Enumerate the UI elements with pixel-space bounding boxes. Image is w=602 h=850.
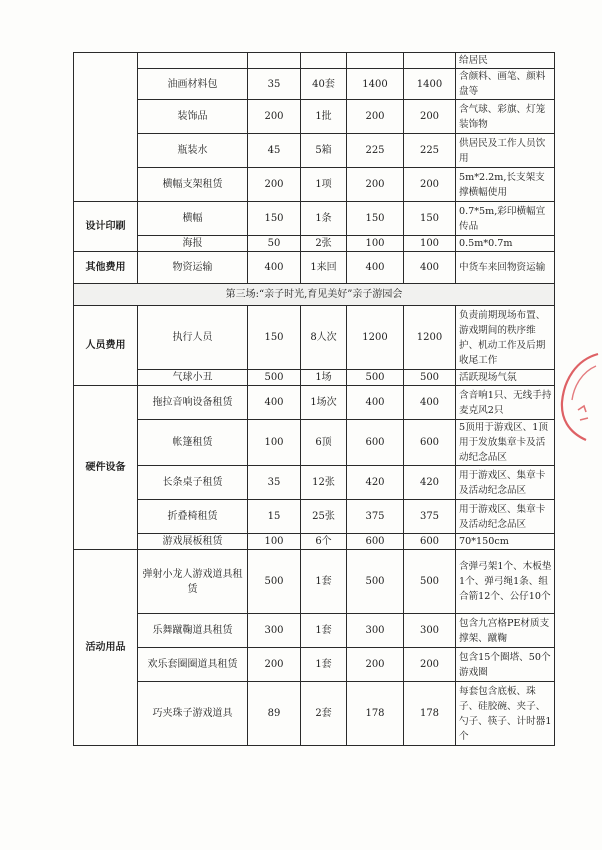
remark-cell: 负责前期现场布置、游戏期间的秩序维护、机动工作及后期收尾工作: [456, 306, 555, 370]
remark-cell: 70*150cm: [456, 534, 555, 550]
item-name-cell: 游戏展板租赁: [138, 534, 248, 550]
actual-amount-cell: 225: [404, 134, 456, 168]
table-row: [74, 420, 555, 466]
budget-amount-cell: 420: [347, 466, 404, 500]
category-cell: 人员费用: [74, 306, 138, 386]
quantity-cell: 1套: [301, 550, 347, 614]
unit-price-cell: 400: [248, 386, 301, 420]
item-name-cell: 弹射小龙人游戏道具租赁: [138, 550, 248, 614]
unit-price-cell: 200: [248, 168, 301, 202]
quantity-cell: 1条: [301, 202, 347, 236]
actual-amount-cell: 375: [404, 500, 456, 534]
item-name-cell: 油画材料包: [138, 69, 248, 100]
category-cell: 其他费用: [74, 252, 138, 284]
remark-cell: 用于游戏区、集章卡及活动纪念品区: [456, 466, 555, 500]
remark-cell: 0.7*5m,彩印横幅宣传品: [456, 202, 555, 236]
budget-table: [73, 52, 555, 746]
table-row: [74, 252, 555, 284]
unit-price-cell: 15: [248, 500, 301, 534]
category-cell: 活动用品: [74, 550, 138, 746]
table-row: [74, 168, 555, 202]
table-row: [74, 370, 555, 386]
unit-price-cell: 35: [248, 69, 301, 100]
budget-amount-cell: 600: [347, 534, 404, 550]
item-name-cell: 折叠椅租赁: [138, 500, 248, 534]
unit-price-cell: 89: [248, 682, 301, 746]
unit-price-cell: 500: [248, 370, 301, 386]
table-row: [74, 466, 555, 500]
quantity-cell: 40套: [301, 69, 347, 100]
budget-amount-cell: 200: [347, 648, 404, 682]
item-name-cell: 巧夹珠子游戏道具: [138, 682, 248, 746]
table-row: [74, 500, 555, 534]
quantity-cell: 6个: [301, 534, 347, 550]
remark-cell: 含音响1只、无线手持麦克风2只: [456, 386, 555, 420]
remark-cell: 用于游戏区、集章卡及活动纪念品区: [456, 500, 555, 534]
actual-amount-cell: 600: [404, 420, 456, 466]
table-row: [74, 69, 555, 100]
remark-cell: 供居民及工作人员饮用: [456, 134, 555, 168]
quantity-cell: 1套: [301, 614, 347, 648]
section-header-row: [74, 284, 555, 306]
item-name-cell: 横幅: [138, 202, 248, 236]
table-row: [74, 550, 555, 614]
actual-amount-cell: 400: [404, 252, 456, 284]
item-name-cell: 气球小丑: [138, 370, 248, 386]
item-name-cell: 执行人员: [138, 306, 248, 370]
quantity-cell: 1批: [301, 100, 347, 134]
budget-amount-cell: 500: [347, 370, 404, 386]
remark-cell: 每套包含底板、珠子、硅胶碗、夹子、勺子、筷子、计时器1个: [456, 682, 555, 746]
remark-cell: 含颜料、画笔、颜料盘等: [456, 69, 555, 100]
remark-cell: 0.5m*0.7m: [456, 236, 555, 252]
remark-cell: 含气球、彩旗、灯笼装饰物: [456, 100, 555, 134]
actual-amount-cell: [404, 53, 456, 69]
quantity-cell: [301, 53, 347, 69]
category-cell: 硬件设备: [74, 386, 138, 550]
unit-price-cell: 150: [248, 306, 301, 370]
actual-amount-cell: 150: [404, 202, 456, 236]
remark-cell: 活跃现场气氛: [456, 370, 555, 386]
unit-price-cell: 50: [248, 236, 301, 252]
quantity-cell: 2套: [301, 682, 347, 746]
quantity-cell: 1场: [301, 370, 347, 386]
actual-amount-cell: 600: [404, 534, 456, 550]
seal-stamp-fragment: [556, 350, 602, 442]
budget-amount-cell: 200: [347, 168, 404, 202]
unit-price-cell: 200: [248, 648, 301, 682]
actual-amount-cell: 420: [404, 466, 456, 500]
unit-price-cell: 35: [248, 466, 301, 500]
budget-amount-cell: 225: [347, 134, 404, 168]
item-name-cell: 横幅支架租赁: [138, 168, 248, 202]
budget-amount-cell: 100: [347, 236, 404, 252]
item-name-cell: 欢乐套圈圈道具租赁: [138, 648, 248, 682]
item-name-cell: 瓶装水: [138, 134, 248, 168]
table-row: [74, 682, 555, 746]
budget-amount-cell: 400: [347, 386, 404, 420]
quantity-cell: 1场次: [301, 386, 347, 420]
budget-amount-cell: 200: [347, 100, 404, 134]
quantity-cell: 1套: [301, 648, 347, 682]
item-name-cell: 长条桌子租赁: [138, 466, 248, 500]
item-name-cell: 拖拉音响设备租赁: [138, 386, 248, 420]
item-name-cell: 帐篷租赁: [138, 420, 248, 466]
item-name-cell: 装饰品: [138, 100, 248, 134]
budget-amount-cell: 375: [347, 500, 404, 534]
item-name-cell: 物资运输: [138, 252, 248, 284]
table-row: [74, 614, 555, 648]
quantity-cell: 1来回: [301, 252, 347, 284]
unit-price-cell: [248, 53, 301, 69]
quantity-cell: 12张: [301, 466, 347, 500]
item-name-cell: 海报: [138, 236, 248, 252]
table-row: [74, 202, 555, 236]
unit-price-cell: 100: [248, 420, 301, 466]
quantity-cell: 25张: [301, 500, 347, 534]
item-name-cell: [138, 53, 248, 69]
actual-amount-cell: 1400: [404, 69, 456, 100]
budget-amount-cell: 300: [347, 614, 404, 648]
actual-amount-cell: 178: [404, 682, 456, 746]
budget-amount-cell: 150: [347, 202, 404, 236]
actual-amount-cell: 300: [404, 614, 456, 648]
budget-amount-cell: 1200: [347, 306, 404, 370]
unit-price-cell: 200: [248, 100, 301, 134]
remark-cell: 包含九宫格PE材质支撑架、蹴鞠: [456, 614, 555, 648]
table-row: [74, 134, 555, 168]
remark-cell: 5m*2.2m,长支架支撑横幅使用: [456, 168, 555, 202]
item-name-cell: 乐舞蹴鞠道具租赁: [138, 614, 248, 648]
budget-amount-cell: [347, 53, 404, 69]
table-row: [74, 648, 555, 682]
unit-price-cell: 500: [248, 550, 301, 614]
budget-amount-cell: 500: [347, 550, 404, 614]
remark-cell: 5顶用于游戏区、1顶用于发放集章卡及活动纪念品区: [456, 420, 555, 466]
table-row: [74, 53, 555, 69]
quantity-cell: 5箱: [301, 134, 347, 168]
budget-amount-cell: 1400: [347, 69, 404, 100]
actual-amount-cell: 500: [404, 370, 456, 386]
table-row: [74, 386, 555, 420]
quantity-cell: 2张: [301, 236, 347, 252]
quantity-cell: 1项: [301, 168, 347, 202]
actual-amount-cell: 200: [404, 100, 456, 134]
quantity-cell: 8人次: [301, 306, 347, 370]
unit-price-cell: 45: [248, 134, 301, 168]
category-cell: 设计印刷: [74, 202, 138, 252]
actual-amount-cell: 500: [404, 550, 456, 614]
remark-cell: 含弹弓架1个、木板垫1个、弹弓绳1条、组合箭12个、公仔10个: [456, 550, 555, 614]
actual-amount-cell: 200: [404, 168, 456, 202]
actual-amount-cell: 1200: [404, 306, 456, 370]
budget-amount-cell: 178: [347, 682, 404, 746]
table-row: [74, 306, 555, 370]
quantity-cell: 6顶: [301, 420, 347, 466]
remark-cell: 给居民: [456, 53, 555, 69]
actual-amount-cell: 100: [404, 236, 456, 252]
table-row: [74, 534, 555, 550]
category-cell: [74, 53, 138, 202]
budget-amount-cell: 400: [347, 252, 404, 284]
remark-cell: 包含15个圈塔、50个游戏圈: [456, 648, 555, 682]
budget-amount-cell: 600: [347, 420, 404, 466]
actual-amount-cell: 400: [404, 386, 456, 420]
unit-price-cell: 400: [248, 252, 301, 284]
remark-cell: 中货车来回物资运输: [456, 252, 555, 284]
unit-price-cell: 150: [248, 202, 301, 236]
unit-price-cell: 300: [248, 614, 301, 648]
table-row: [74, 100, 555, 134]
table-row: [74, 236, 555, 252]
section-title: 第三场:“亲子时光,育见美好”亲子游园会: [74, 284, 555, 306]
unit-price-cell: 100: [248, 534, 301, 550]
actual-amount-cell: 200: [404, 648, 456, 682]
